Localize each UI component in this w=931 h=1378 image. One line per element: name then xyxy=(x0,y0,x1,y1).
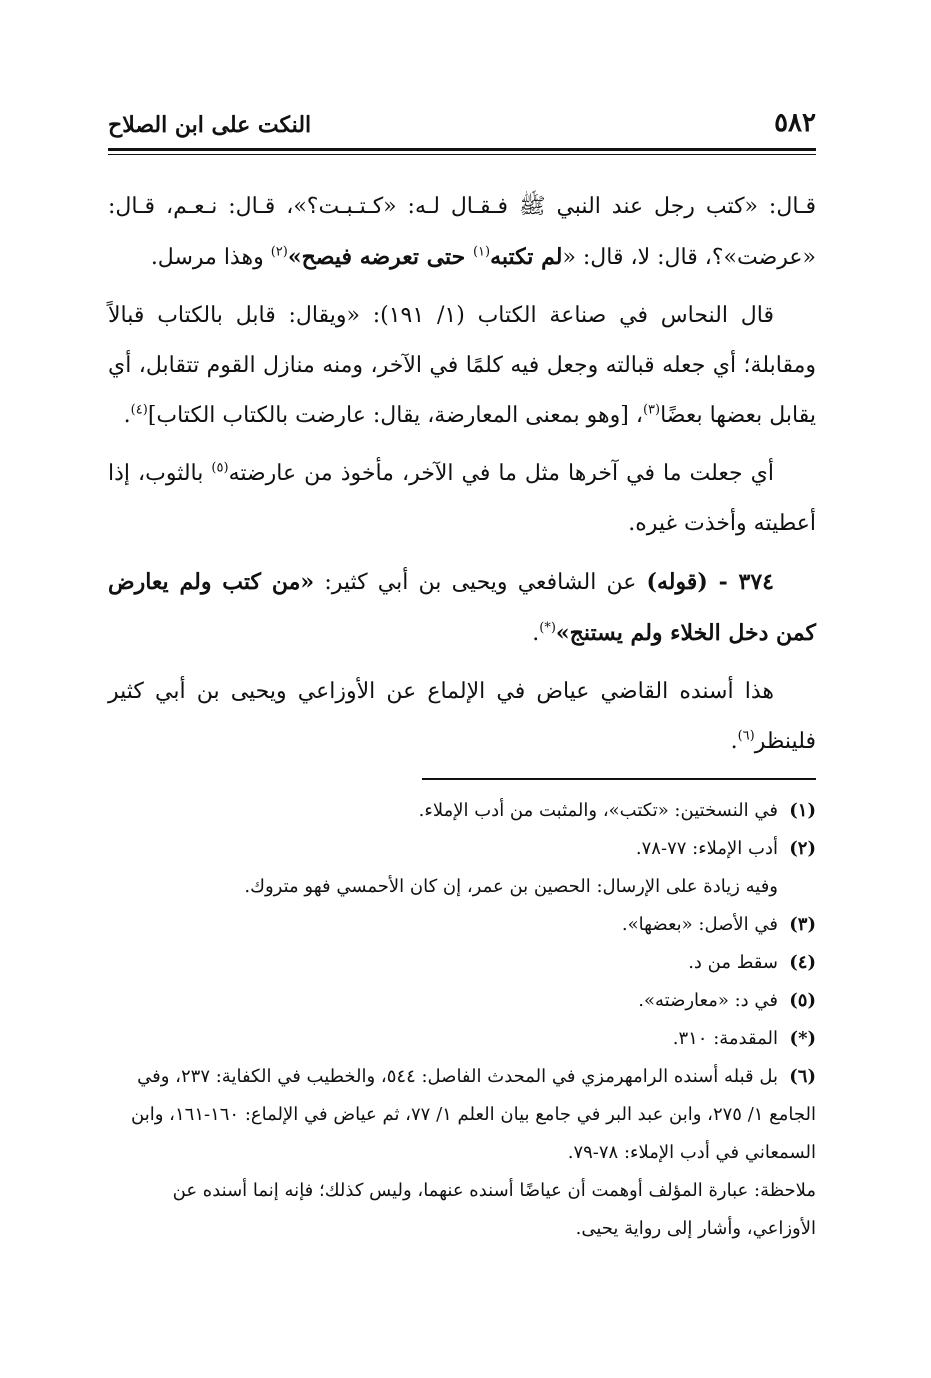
paragraph-4 xyxy=(108,557,816,659)
footnote-separator xyxy=(422,778,816,780)
paragraph-1 xyxy=(108,182,816,283)
footnote-ref: (*) xyxy=(539,620,556,636)
footnote-number: (٢) xyxy=(789,838,816,859)
paragraph-text: هذا أسنده القاضي عياض في الإلماع عن الأوزاعي ويحيى بن أبي كثير فلينظر xyxy=(108,679,816,754)
paragraph-tail: . xyxy=(532,621,540,646)
footnote-text: سقط من د. xyxy=(688,952,778,973)
paragraph-text: قال النحاس في صناعة الكتاب (١/ ١٩١): «ويقال: قابل بالكتاب قبالاً ومقابلة؛ أي جعله قبالته وجعل فيه كلمًا في الآخر، ومنه منازل القوم تتقابل، أي يقابل بعضها بعضًا xyxy=(108,303,816,428)
footnote-text: المقدمة: ٣١٠. xyxy=(672,1028,778,1049)
footnote-number: (٣) xyxy=(789,914,816,935)
footnote-number: (٦) xyxy=(789,1066,816,1087)
footnote-text: في النسختين: «تكتب»، والمثبت من أدب الإملاء. xyxy=(418,800,778,821)
footnote-item xyxy=(108,906,816,944)
header-rule xyxy=(108,148,816,155)
footnote-text: في د: «معارضته». xyxy=(638,990,778,1011)
paragraph-tail: وهذا مرسل. xyxy=(150,245,271,270)
page-number: ٥٨٢ xyxy=(774,108,816,138)
footnote-text: في الأصل: «بعضها». xyxy=(621,914,778,935)
footnote-ref: (٤) xyxy=(130,402,148,418)
footnote-number: (*) xyxy=(789,1028,816,1049)
footnote-text: وفيه زيادة على الإرسال: الحصين بن عمر، إن كان الأحمسي فهو متروك. xyxy=(244,876,778,897)
paragraph-text: ، [وهو بمعنى المعارضة، يقال: عارضت بالكتاب الكتاب] xyxy=(147,403,643,428)
footnote-item xyxy=(108,830,816,868)
footnote-item xyxy=(108,944,816,982)
page-header xyxy=(108,104,816,146)
footnote-note xyxy=(108,1172,816,1248)
footnote-ref: (٦) xyxy=(737,728,755,744)
paragraph-tail: بالثوب، إذا أعطيته وأخذت غيره. xyxy=(108,461,816,536)
footnote-item xyxy=(108,792,816,830)
section-number: ٣٧٤ - (قوله) xyxy=(646,569,774,595)
footnote-item xyxy=(108,982,816,1020)
running-title: النكت على ابن الصلاح xyxy=(108,112,312,138)
paragraph-text: أي جعلت ما في آخرها مثل ما في الآخر، مأخوذ من عارضته xyxy=(228,461,775,486)
quoted-text-bold: لم تكتبه xyxy=(490,244,563,270)
main-text xyxy=(108,182,816,775)
quoted-text-bold: حتى تعرضه فيصح» xyxy=(287,244,473,270)
footnote-text: أدب الإملاء: ٧٧-٧٨. xyxy=(635,838,778,859)
paragraph-tail: . xyxy=(730,729,738,754)
footnote-text: بل قبله أسنده الرامهرمزي في المحدث الفاصل: ٥٤٤، والخطيب في الكفاية: ٢٣٧، وفي الجامع ١/ ٢٧٥، وابن عبد البر في جامع بيان العلم ١/ ٧٧، ثم عياض في الإلماع: ١٦٠-١٦١، وابن السمعاني في أدب الإملاء: ٧٨-٧٩. xyxy=(131,1066,816,1163)
paragraph-3 xyxy=(108,449,816,549)
paragraph-tail: . xyxy=(123,403,131,428)
paragraph-text: عن الشافعي ويحيى بن أبي كثير: xyxy=(314,570,647,595)
footnote-number: (١) xyxy=(789,800,816,821)
footnote-item xyxy=(108,1020,816,1058)
footnote-item xyxy=(108,1058,816,1172)
paragraph-text: قـال: «كتب رجل عند النبي ﷺ فـقـال لـه: «كـتـبـت؟»، قـال: نـعـم، قـال: «عرضت»؟، قال: لا، قال: « xyxy=(108,194,816,270)
quoted-text-bold: «من كتب ولم يعارض كمن دخل الخلاء ولم يستنج» xyxy=(108,569,816,646)
footnote-number: (٥) xyxy=(789,990,816,1011)
footnote-ref: (٣) xyxy=(642,402,661,418)
footnote-continuation xyxy=(108,868,816,906)
footnote-ref: (١) xyxy=(472,244,491,260)
footnote-text: ملاحظة: عبارة المؤلف أوهمت أن عياضًا أسنده عنهما، وليس كذلك؛ فإنه إنما أسنده عن الأوزاعي، وأشار إلى رواية يحيى. xyxy=(172,1180,816,1239)
paragraph-5 xyxy=(108,667,816,767)
footnote-ref: (٥) xyxy=(211,460,229,476)
footnote-ref: (٢) xyxy=(270,244,288,260)
footnotes xyxy=(108,792,816,1248)
footnote-number: (٤) xyxy=(789,952,816,973)
paragraph-2 xyxy=(108,291,816,441)
